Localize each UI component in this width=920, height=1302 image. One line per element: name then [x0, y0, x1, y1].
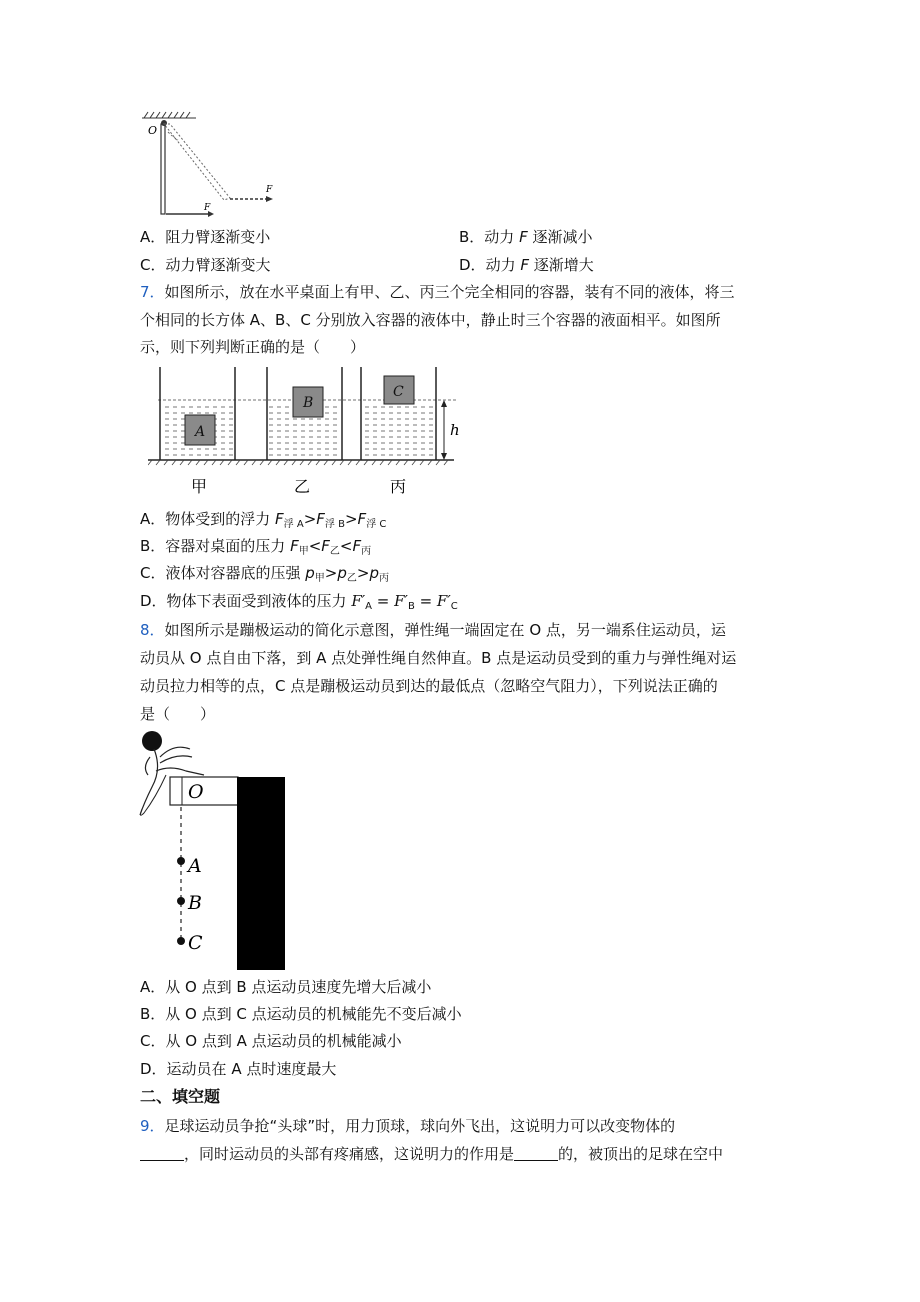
point-c	[177, 937, 185, 945]
q8-stem-line3: 动员拉力相等的点，C 点是蹦极运动员到达的最低点（忽略空气阻力），下列说法正确的	[140, 677, 718, 695]
label-jia: 甲	[191, 477, 208, 496]
label-bing: 丙	[390, 477, 407, 496]
q8-stem-line4: 是（ ）	[140, 705, 216, 723]
q8-stem-line1: 8．如图所示是蹦极运动的简化示意图，弹性绳一端固定在 O 点，另一端系住运动员，运	[140, 621, 726, 639]
q7-stem-line3: 示，则下列判断正确的是（ ）	[140, 338, 366, 356]
q7-option-a: A．物体受到的浮力 $F_{浮 A}>F_{浮 B}>F_{浮 C}$	[140, 510, 387, 530]
q6-option-b: B．动力 F 逐渐减小	[459, 228, 593, 246]
q6-option-c: C．动力臂逐渐变大	[140, 256, 271, 274]
label-o: O	[188, 781, 204, 803]
label-yi: 乙	[294, 477, 311, 496]
q9-blank-2[interactable]	[514, 1146, 558, 1161]
pivot-o	[161, 120, 167, 126]
q6-lever-figure	[138, 110, 278, 220]
q7-option-b: B．容器对桌面的压力 $F_甲<F_乙<F_丙$	[140, 537, 372, 557]
q8-option-a: A．从 O 点到 B 点运动员速度先增大后减小	[140, 978, 432, 996]
q9-line2: ，同时运动员的头部有疼痛感，这说明力的作用是 的，被顶出的足球在空中	[140, 1144, 723, 1164]
q8-bungee-figure	[130, 727, 300, 972]
label-a: A	[188, 855, 202, 877]
container-jia	[160, 367, 235, 460]
svg-text:C: C	[393, 384, 404, 400]
q8-option-d: D．运动员在 A 点时速度最大	[140, 1060, 337, 1078]
q7-stem-line2: 个相同的长方体 A、B、C 分别放入容器的液体中，静止时三个容器的液面相平。如图所	[140, 311, 721, 329]
q9-line1: 9．足球运动员争抢“头球”时，用力顶球，球向外飞出，这说明力可以改变物体的	[140, 1117, 676, 1135]
lever-vertical	[161, 124, 165, 214]
label-h: h	[450, 421, 460, 439]
tower	[237, 777, 285, 970]
label-c: C	[188, 932, 203, 954]
section-title: 二、填空题	[140, 1087, 221, 1106]
q8-option-c: C．从 O 点到 A 点运动员的机械能减小	[140, 1032, 402, 1050]
q6-option-d: D．动力 F 逐渐增大	[459, 256, 594, 274]
point-a	[177, 857, 185, 865]
ceiling-hatch	[142, 112, 196, 118]
platform-o	[170, 777, 238, 805]
label-f-top: F	[266, 185, 273, 195]
label-f-bottom: F	[204, 203, 211, 213]
label-b: B	[188, 892, 202, 914]
q9-blank-1[interactable]	[140, 1146, 184, 1161]
q7-option-d: D．物体下表面受到液体的压力 $F'_A = F'_B = F'_C$	[140, 592, 458, 612]
label-o: O	[148, 124, 158, 137]
svg-text:A: A	[195, 424, 206, 440]
container-yi	[267, 367, 342, 460]
q8-stem-line2: 动员从 O 点自由下落，到 A 点处弹性绳自然伸直。B 点是运动员受到的重力与弹性绳对运	[140, 649, 737, 667]
q8-option-b: B．从 O 点到 C 点运动员的机械能先不变后减小	[140, 1005, 462, 1023]
q7-containers-figure	[148, 362, 468, 502]
svg-text:B: B	[303, 395, 314, 411]
q6-option-a: A．阻力臂逐渐变小	[140, 228, 271, 246]
q7-stem-line1: 7．如图所示，放在水平桌面上有甲、乙、丙三个完全相同的容器，装有不同的液体，将三	[140, 283, 735, 301]
container-bing	[361, 367, 436, 460]
point-b	[177, 897, 185, 905]
q7-option-c: C．液体对容器底的压强 $p_甲>p_乙>p_丙$	[140, 564, 389, 584]
lever-dashed-position	[164, 124, 230, 200]
